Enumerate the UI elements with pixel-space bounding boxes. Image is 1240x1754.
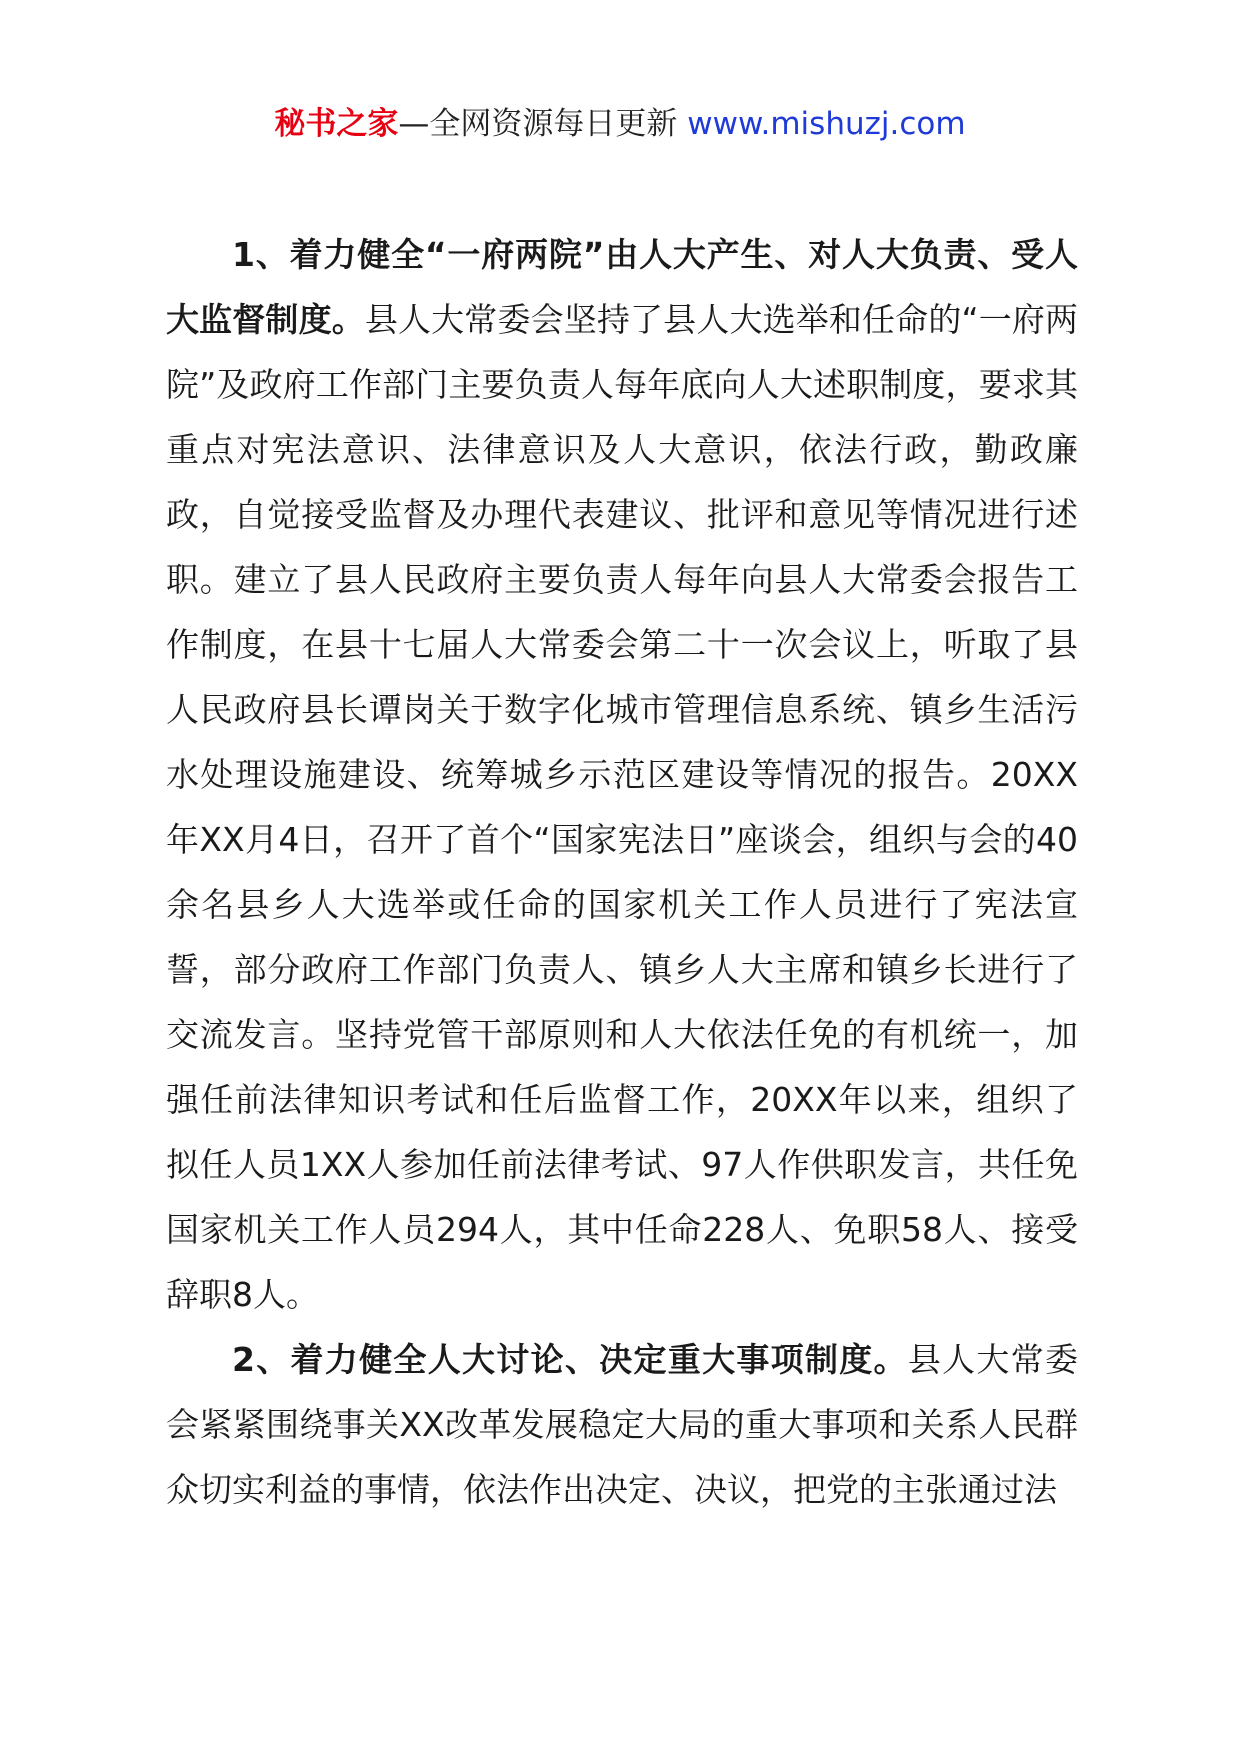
paragraph-1-heading: 1、着力健全“一府两院”由人大产生、对人大负责、受人大监督制度。 <box>166 235 1078 339</box>
document-body <box>166 222 1078 1522</box>
paragraph-1-text: 县人大常委会坚持了县人大选举和任命的“一府两院”及政府工作部门主要负责人每年底向人大述职制度，要求其重点对宪法意识、法律意识及人大意识，依法行政，勤政廉政，自觉接受监督及办理代表建议、批评和意见等情况进行述职。建立了县人民政府主要负责人每年向县人大常委会报告工作制度，在县十七届人大常委会第二十一次会议上，听取了县人民政府县长谭岗关于数字化城市管理信息系统、镇乡生活污水处理设施建设、统筹城乡示范区建设等情况的报告。20XX年XX月4日，召开了首个“国家宪法日”座谈会，组织与会的40余名县乡人大选举或任命的国家机关工作人员进行了宪法宣誓，部分政府工作部门负责人、镇乡人大主席和镇乡长进行了交流发言。坚持党管干部原则和人大依法任免的有机统一，加强任前法律知识考试和任后监督工作，20XX年以来，组织了拟任人员1XX人参加任前法律考试、97人作供职发言，共任免国家机关工作人员294人，其中任命228人、免职58人、接受辞职8人。 <box>166 300 1078 1314</box>
paragraph-1 <box>166 222 1078 1327</box>
header-tagline: —全网资源每日更新 <box>398 106 678 142</box>
paragraph-2-heading: 2、着力健全人大讨论、决定重大事项制度。 <box>232 1340 908 1379</box>
paragraph-2 <box>166 1327 1078 1522</box>
site-link[interactable]: www.mishuzj.com <box>687 106 966 142</box>
paragraph-2-text: 县人大常委会紧紧围绕事关XX改革发展稳定大局的重大事项和关系人民群众切实利益的事情，依法作出决定、决议，把党的主张通过法 <box>166 1340 1078 1509</box>
page-header <box>0 100 1240 148</box>
brand-name: 秘书之家 <box>274 106 399 142</box>
